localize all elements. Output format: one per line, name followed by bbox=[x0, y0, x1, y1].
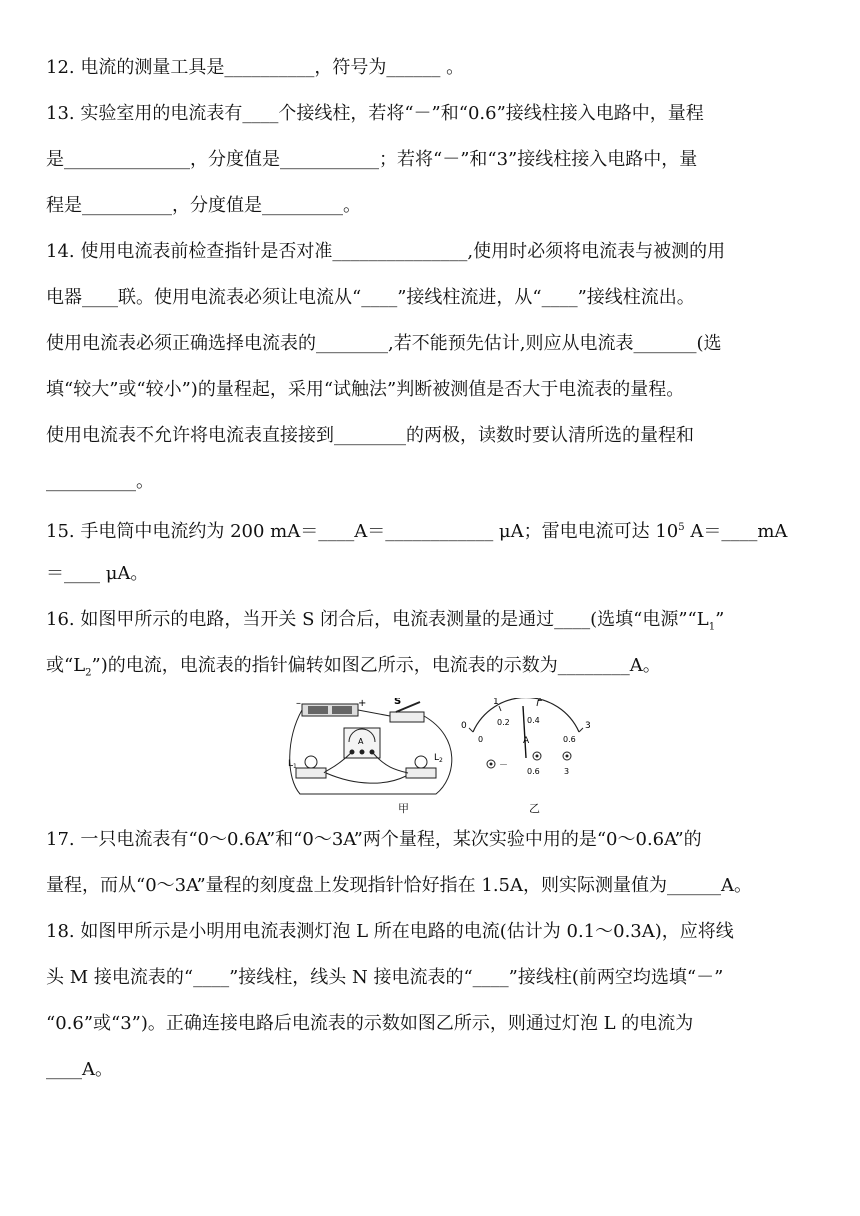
outer-label-3: 3 bbox=[585, 721, 591, 731]
q13-line-1: 13. 实验室用的电流表有____个接线柱，若将“－”和“0.6”接线柱接入电路中，量程 bbox=[46, 103, 704, 124]
q16-text-c: 或“L bbox=[46, 655, 86, 676]
q14-line-6: __________。 bbox=[46, 471, 154, 492]
inner-label-0-4: 0.4 bbox=[527, 716, 540, 725]
q16-line-1 bbox=[46, 609, 816, 633]
q18-line-4: ____A。 bbox=[46, 1059, 113, 1080]
q16-text-a: 16. 如图甲所示的电路，当开关 S 闭合后，电流表测量的是通过____(选填“电源”“L bbox=[46, 609, 709, 630]
terminal-label-minus: － bbox=[499, 761, 509, 771]
tick-0 bbox=[469, 728, 473, 732]
battery-minus-label: – bbox=[296, 698, 301, 709]
tick-1 bbox=[499, 706, 501, 711]
q17-line-1: 17. 一只电流表有“0～0.6A”和“0～3A”两个量程，某次实验中用的是“0～0.6A”的 bbox=[46, 829, 702, 850]
figure-jia-caption: 甲 bbox=[398, 802, 409, 815]
q16-sub-2: 2 bbox=[85, 667, 92, 679]
q15-line-2: ＝____ μA。 bbox=[46, 563, 149, 584]
switch-label: S bbox=[394, 698, 402, 707]
outer-label-2: 2 bbox=[537, 698, 543, 704]
q16-text-b: ” bbox=[715, 609, 725, 630]
q14-line-5: 使用电流表不允许将电流表直接接到________的两极，读数时要认清所选的量程和 bbox=[46, 425, 694, 446]
ammeter-dial-diagram bbox=[461, 698, 601, 802]
wire-lamp-link bbox=[326, 773, 406, 783]
q17-line-2: 量程，而从“0～3A”量程的刻度盘上发现指针恰好指在 1.5A，则实际测量值为______A。 bbox=[46, 875, 753, 896]
q13-line-2: 是______________，分度值是___________；若将“－”和“3”接线柱接入电路中，量 bbox=[46, 149, 698, 170]
q16-sub-1: 1 bbox=[708, 621, 716, 633]
battery-cell-1 bbox=[308, 706, 328, 714]
q18-line-1: 18. 如图甲所示是小明用电流表测灯泡 L 所在电路的电流(估计为 0.1～0.3A)，应将线 bbox=[46, 921, 734, 942]
inner-label-0-6: 0.6 bbox=[563, 735, 576, 744]
q14-line-4: 填“较大”或“较小”)的量程起，采用“试触法”判断被测值是否大于电流表的量程。 bbox=[46, 379, 685, 400]
figure-yi bbox=[461, 698, 601, 816]
q12-line-1: 12. 电流的测量工具是__________，符号为______ 。 bbox=[46, 57, 465, 78]
outer-label-0: 0 bbox=[461, 721, 467, 731]
lamp2-label: $L_2$ bbox=[434, 753, 443, 764]
figure-yi-caption: 乙 bbox=[529, 802, 540, 815]
dial-unit: A bbox=[523, 736, 530, 746]
lamp1-base bbox=[296, 768, 326, 778]
q18-line-3: “0.6”或“3”)。正确连接电路后电流表的示数如图乙所示，则通过灯泡 L 的电流为 bbox=[46, 1013, 694, 1034]
lamp2-base bbox=[406, 768, 436, 778]
terminal-label-3: 3 bbox=[564, 767, 570, 776]
lamp1-bulb bbox=[305, 756, 317, 768]
q15-exponent: 5 bbox=[678, 522, 685, 533]
battery-plus-label: + bbox=[358, 698, 367, 709]
terminal-minus-dot bbox=[490, 763, 493, 766]
lamp1-label: $L_1$ bbox=[288, 759, 297, 770]
q18-line-2: 头 M 接电流表的“____”接线柱，线头 N 接电流表的“____”接线柱(前两空均选填“－” bbox=[46, 967, 724, 988]
outer-label-1: 1 bbox=[493, 698, 499, 707]
q13-line-3: 程是__________，分度值是_________。 bbox=[46, 195, 361, 216]
terminal-0-6-dot bbox=[536, 755, 539, 758]
figure-jia bbox=[286, 698, 486, 816]
inner-label-0: 0 bbox=[478, 735, 484, 744]
q16-line-2 bbox=[46, 655, 816, 679]
lamp2-bulb bbox=[415, 756, 427, 768]
switch-base bbox=[390, 712, 424, 722]
q15-text-a: 15. 手电筒中电流约为 200 mA＝____A＝____________ μA；雷电电流可达 10 bbox=[46, 521, 679, 542]
q14-line-3: 使用电流表必须正确选择电流表的________,若不能预先估计,则应从电流表_______(选 bbox=[46, 333, 722, 354]
worksheet-page bbox=[46, 58, 816, 1080]
q14-line-2: 电器____联。使用电流表必须让电流从“____”接线柱流进，从“____”接线柱流出。 bbox=[46, 287, 695, 308]
q15-text-b: A＝____mA bbox=[684, 521, 788, 542]
figures-row bbox=[46, 698, 816, 816]
ammeter-terminal-2 bbox=[360, 750, 365, 755]
dial-needle bbox=[523, 706, 526, 758]
tick-3 bbox=[579, 728, 583, 732]
q14-line-1: 14. 使用电流表前检查指针是否对准_______________,使用时必须将电流表与被测的用 bbox=[46, 241, 726, 262]
terminal-3-dot bbox=[566, 755, 569, 758]
q16-text-d: ”)的电流，电流表的指针偏转如图乙所示，电流表的示数为________A。 bbox=[91, 655, 661, 676]
wire-battery-switch bbox=[358, 710, 390, 716]
dial-arc bbox=[473, 698, 579, 732]
inner-label-0-2: 0.2 bbox=[497, 718, 510, 727]
ammeter-label: A bbox=[358, 737, 364, 746]
battery-cell-2 bbox=[332, 706, 352, 714]
q15-line-1 bbox=[46, 518, 816, 542]
terminal-label-0-6: 0.6 bbox=[527, 767, 540, 776]
circuit-diagram bbox=[286, 698, 486, 802]
